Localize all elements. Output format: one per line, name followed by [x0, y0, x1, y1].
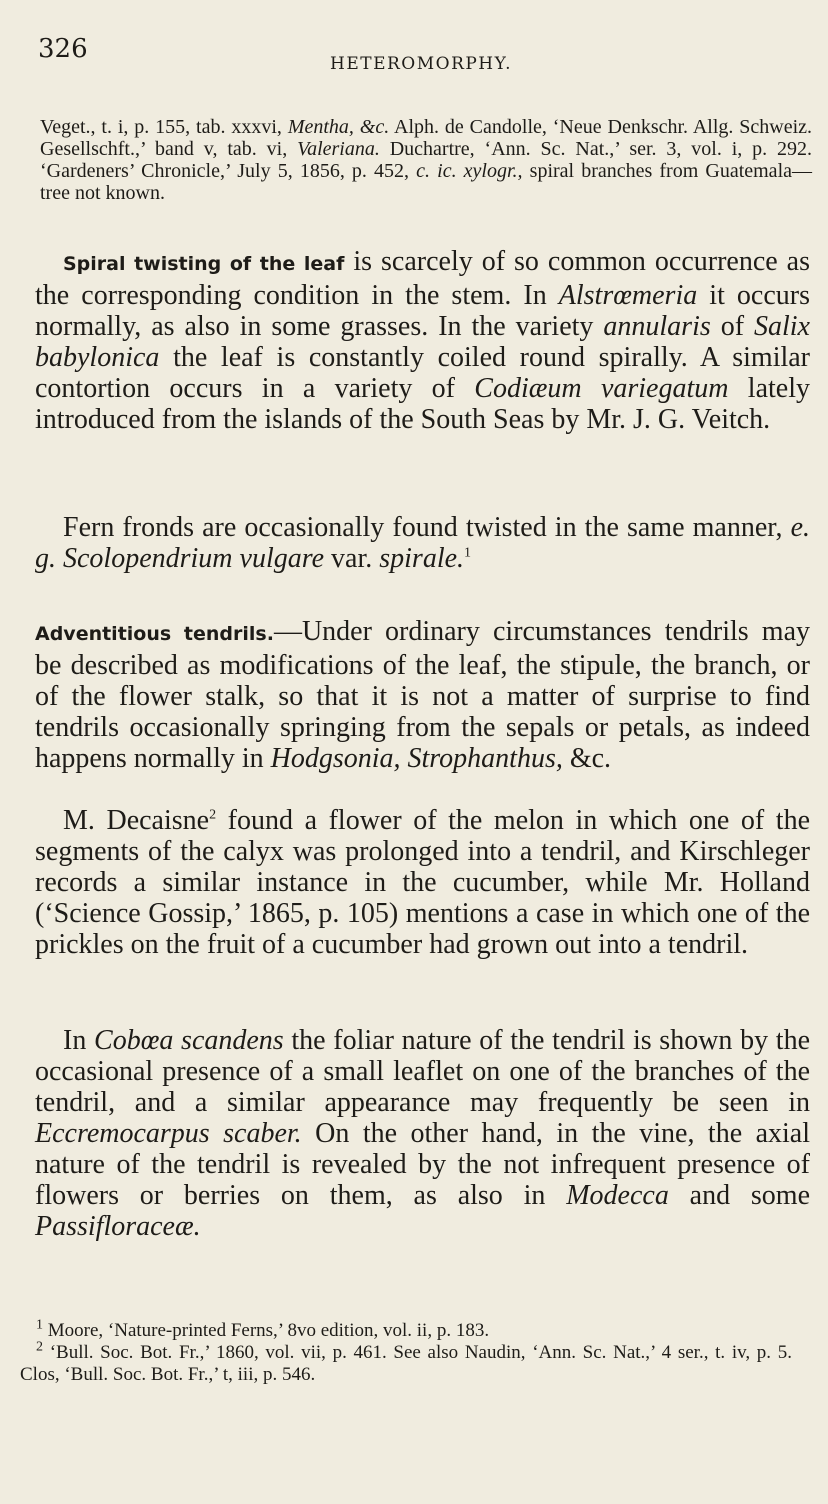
text-run: the foliar nature of the tendril is shown by the occasional presence of a small leaflet on one of the branches of the tendril, and a similar appearance may frequently be seen in [35, 1025, 810, 1118]
section-heading-tendrils: Adventitious tendrils. [35, 623, 274, 645]
text-run: spiral branches from Guatemala—tree not known. [40, 160, 812, 204]
footnote-text: ‘Bull. Soc. Bot. Fr.,’ 1860, vol. vii, p. 461. See also Naudin, ‘Ann. Sc. Nat.,’ 4 ser., t. iv, p. 5. Clos, ‘Bull. Soc. Bot. Fr.,’ t, iii, p. 546. [20, 1342, 792, 1385]
page-header [0, 30, 828, 80]
text-run: var. [324, 543, 380, 574]
text-run: the leaf is constantly coiled round spirally. A similar contortion occurs in a variety of [35, 342, 810, 404]
footnote-mark: 2 [36, 1339, 43, 1355]
reference-continuation [40, 116, 812, 204]
italic-run: Cobœa scandens [94, 1025, 284, 1056]
footnote-ref: 1 [464, 545, 472, 561]
running-title: HETEROMORPHY. [330, 54, 513, 74]
footnote-ref: 2 [209, 807, 217, 823]
text-run: Veget., t. i, p. 155, tab. xxxvi, [40, 116, 288, 138]
text-run: of [710, 311, 754, 342]
text-run: Fern fronds are occasionally found twisted in the same manner, [63, 512, 791, 543]
text-run: In [63, 1025, 95, 1056]
page-number: 326 [38, 34, 88, 64]
italic-run: Eccremocarpus scaber. [35, 1118, 302, 1149]
text-run: lately introduced from the islands of the South Seas by Mr. J. G. Veitch. [35, 373, 811, 435]
italic-run: Mentha, &c. [287, 116, 390, 138]
text-run: —Under ordinary circumstances tendrils may be described as modifications of the leaf, the stipule, the branch, or of the flower stalk, so that it is not a matter of surprise to find tendrils occasionally springing from the sepals or petals, as indeed happens normally in [35, 616, 810, 774]
footnote-mark: 1 [36, 1317, 43, 1333]
footnote-text: Moore, ‘Nature-printed Ferns,’ 8vo edition, vol. ii, p. 183. [47, 1320, 490, 1341]
italic-run: Passifloraceæ. [35, 1211, 201, 1242]
italic-run: c. ic. xylogr., [416, 160, 523, 182]
footnote-1 [20, 1317, 792, 1342]
italic-run: Hodgsonia, Strophanthus, [270, 743, 563, 774]
italic-run: Valeriana. [297, 138, 380, 160]
decaisne-paragraph [35, 805, 810, 960]
italic-run: Salix babylonica [35, 311, 810, 373]
italic-run: spirale. [379, 543, 465, 574]
italic-run: Modecca [566, 1180, 669, 1211]
cobaea-paragraph [35, 1025, 810, 1242]
text-run: it occurs normally, as also in some grasses. In the variety [35, 280, 810, 342]
adventitious-tendrils-paragraph [35, 616, 810, 774]
footnotes [20, 1317, 792, 1386]
text-run: found a flower of the melon in which one of the segments of the calyx was prolonged into a tendril, and Kirschleger records a similar instance in the cucumber, while Mr. Holland (‘Science Gossip,’ 1865, p. 105) mentions a case in which one of the prickles on the fruit of a cucumber had grown out into a tendril. [35, 805, 810, 960]
text-run: is scarcely of so common occurrence as the corresponding condition in the stem. In [35, 246, 810, 311]
italic-run: annularis [603, 311, 711, 342]
italic-run: Codiæum variegatum [474, 373, 729, 404]
text-run: &c. [562, 743, 612, 774]
fern-fronds-paragraph [35, 512, 810, 574]
italic-run: e. g. Scolopendrium vulgare [35, 512, 810, 574]
text-run: and some [668, 1180, 811, 1211]
footnote-2 [20, 1339, 792, 1386]
text-run: Alph. de Candolle, ‘Neue Denkschr. Allg. Schweiz. Gesellschft.,’ band v, tab. vi, [40, 116, 813, 160]
spiral-twisting-paragraph [35, 246, 810, 435]
text-run: Duchartre, ‘Ann. Sc. Nat.,’ ser. 3, vol. i, p. 292. ‘Gardeners’ Chronicle,’ July 5, 1856, p. 452, [40, 138, 813, 182]
text-run: M. Decaisne [63, 805, 210, 836]
text-run: On the other hand, in the vine, the axial nature of the tendril is revealed by the not infrequent presence of flowers or berries on them, as also in [35, 1118, 810, 1211]
italic-run: Alstrœmeria [558, 280, 698, 311]
section-heading-spiral: Spiral twisting of the leaf [63, 253, 345, 275]
